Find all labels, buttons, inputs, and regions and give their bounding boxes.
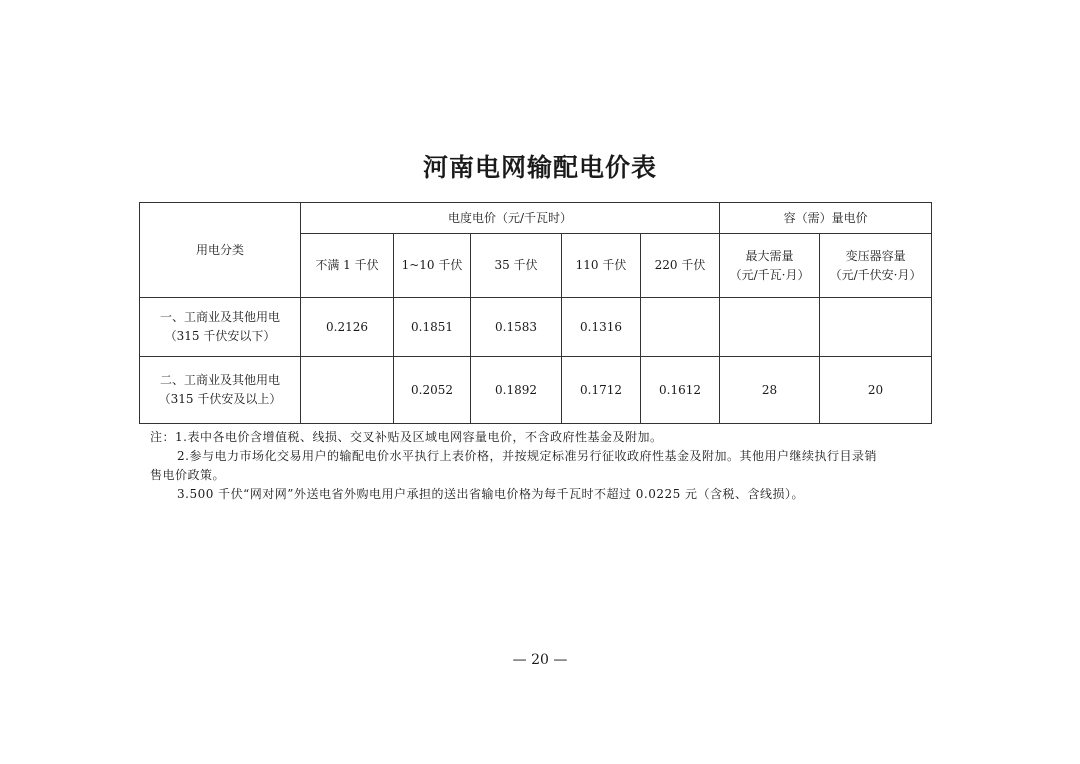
price-cell [641,298,720,357]
category-cell [140,298,301,357]
category-scope: （315 千伏安以下） [164,329,276,343]
max-demand-label: 最大需量 [745,248,794,263]
price-cell: 0.1316 [562,298,641,357]
notes-section [150,428,940,504]
tariff-table [139,202,932,424]
col-header-below-1kv: 不满 1 千伏 [301,234,394,298]
col-header-max-demand [720,234,820,298]
row-header-cell [140,203,301,298]
document-title: 河南电网输配电价表 [422,153,657,182]
price-cell: 0.1892 [471,357,562,424]
price-cell [820,298,932,357]
price-cell: 0.2126 [301,298,394,357]
col-header-transformer-capacity [820,234,932,298]
price-cell: 0.1712 [562,357,641,424]
page-number: — 20 — [512,652,568,668]
energy-price-group-header: 电度电价（元/千瓦时） [301,203,720,234]
transformer-capacity-label: 变压器容量 [845,248,906,263]
note-2-continuation: 售电价政策。 [150,468,226,482]
price-cell: 0.1583 [471,298,562,357]
note-2: 2.参与电力市场化交易用户的输配电价水平执行上表价格，并按规定标准另行征收政府性基金及附加。其他用户继续执行目录销 [177,449,877,463]
row-header-label: 用电分类 [195,242,244,257]
price-cell: 28 [720,357,820,424]
category-name: 二、工商业及其他用电 [159,373,280,387]
note-3: 3.500 千伏“网对网”外送电省外购电用户承担的送出省输电价格为每千瓦时不超过 0.0225 元（含税、含线损）。 [177,487,805,501]
col-header-220kv: 220 千伏 [641,234,720,298]
price-cell: 0.1851 [394,298,471,357]
table-row [140,357,932,424]
price-cell: 0.1612 [641,357,720,424]
table-header-row-1 [140,203,932,234]
max-demand-unit: （元/千瓦·月） [729,267,810,282]
col-header-35kv: 35 千伏 [471,234,562,298]
category-name: 一、工商业及其他用电 [159,310,280,324]
note-1: 注：1.表中各电价含增值税、线损、交叉补贴及区域电网容量电价，不含政府性基金及附加。 [150,430,663,444]
col-header-110kv: 110 千伏 [562,234,641,298]
table-row [140,298,932,357]
category-cell [140,357,301,424]
price-cell [301,357,394,424]
capacity-price-group-header: 容（需）量电价 [720,203,932,234]
category-scope: （315 千伏安及以上） [158,392,282,406]
price-cell: 0.2052 [394,357,471,424]
col-header-1-10kv: 1~10 千伏 [394,234,471,298]
transformer-capacity-unit: （元/千伏安·月） [829,267,922,282]
price-cell [720,298,820,357]
price-cell: 20 [820,357,932,424]
